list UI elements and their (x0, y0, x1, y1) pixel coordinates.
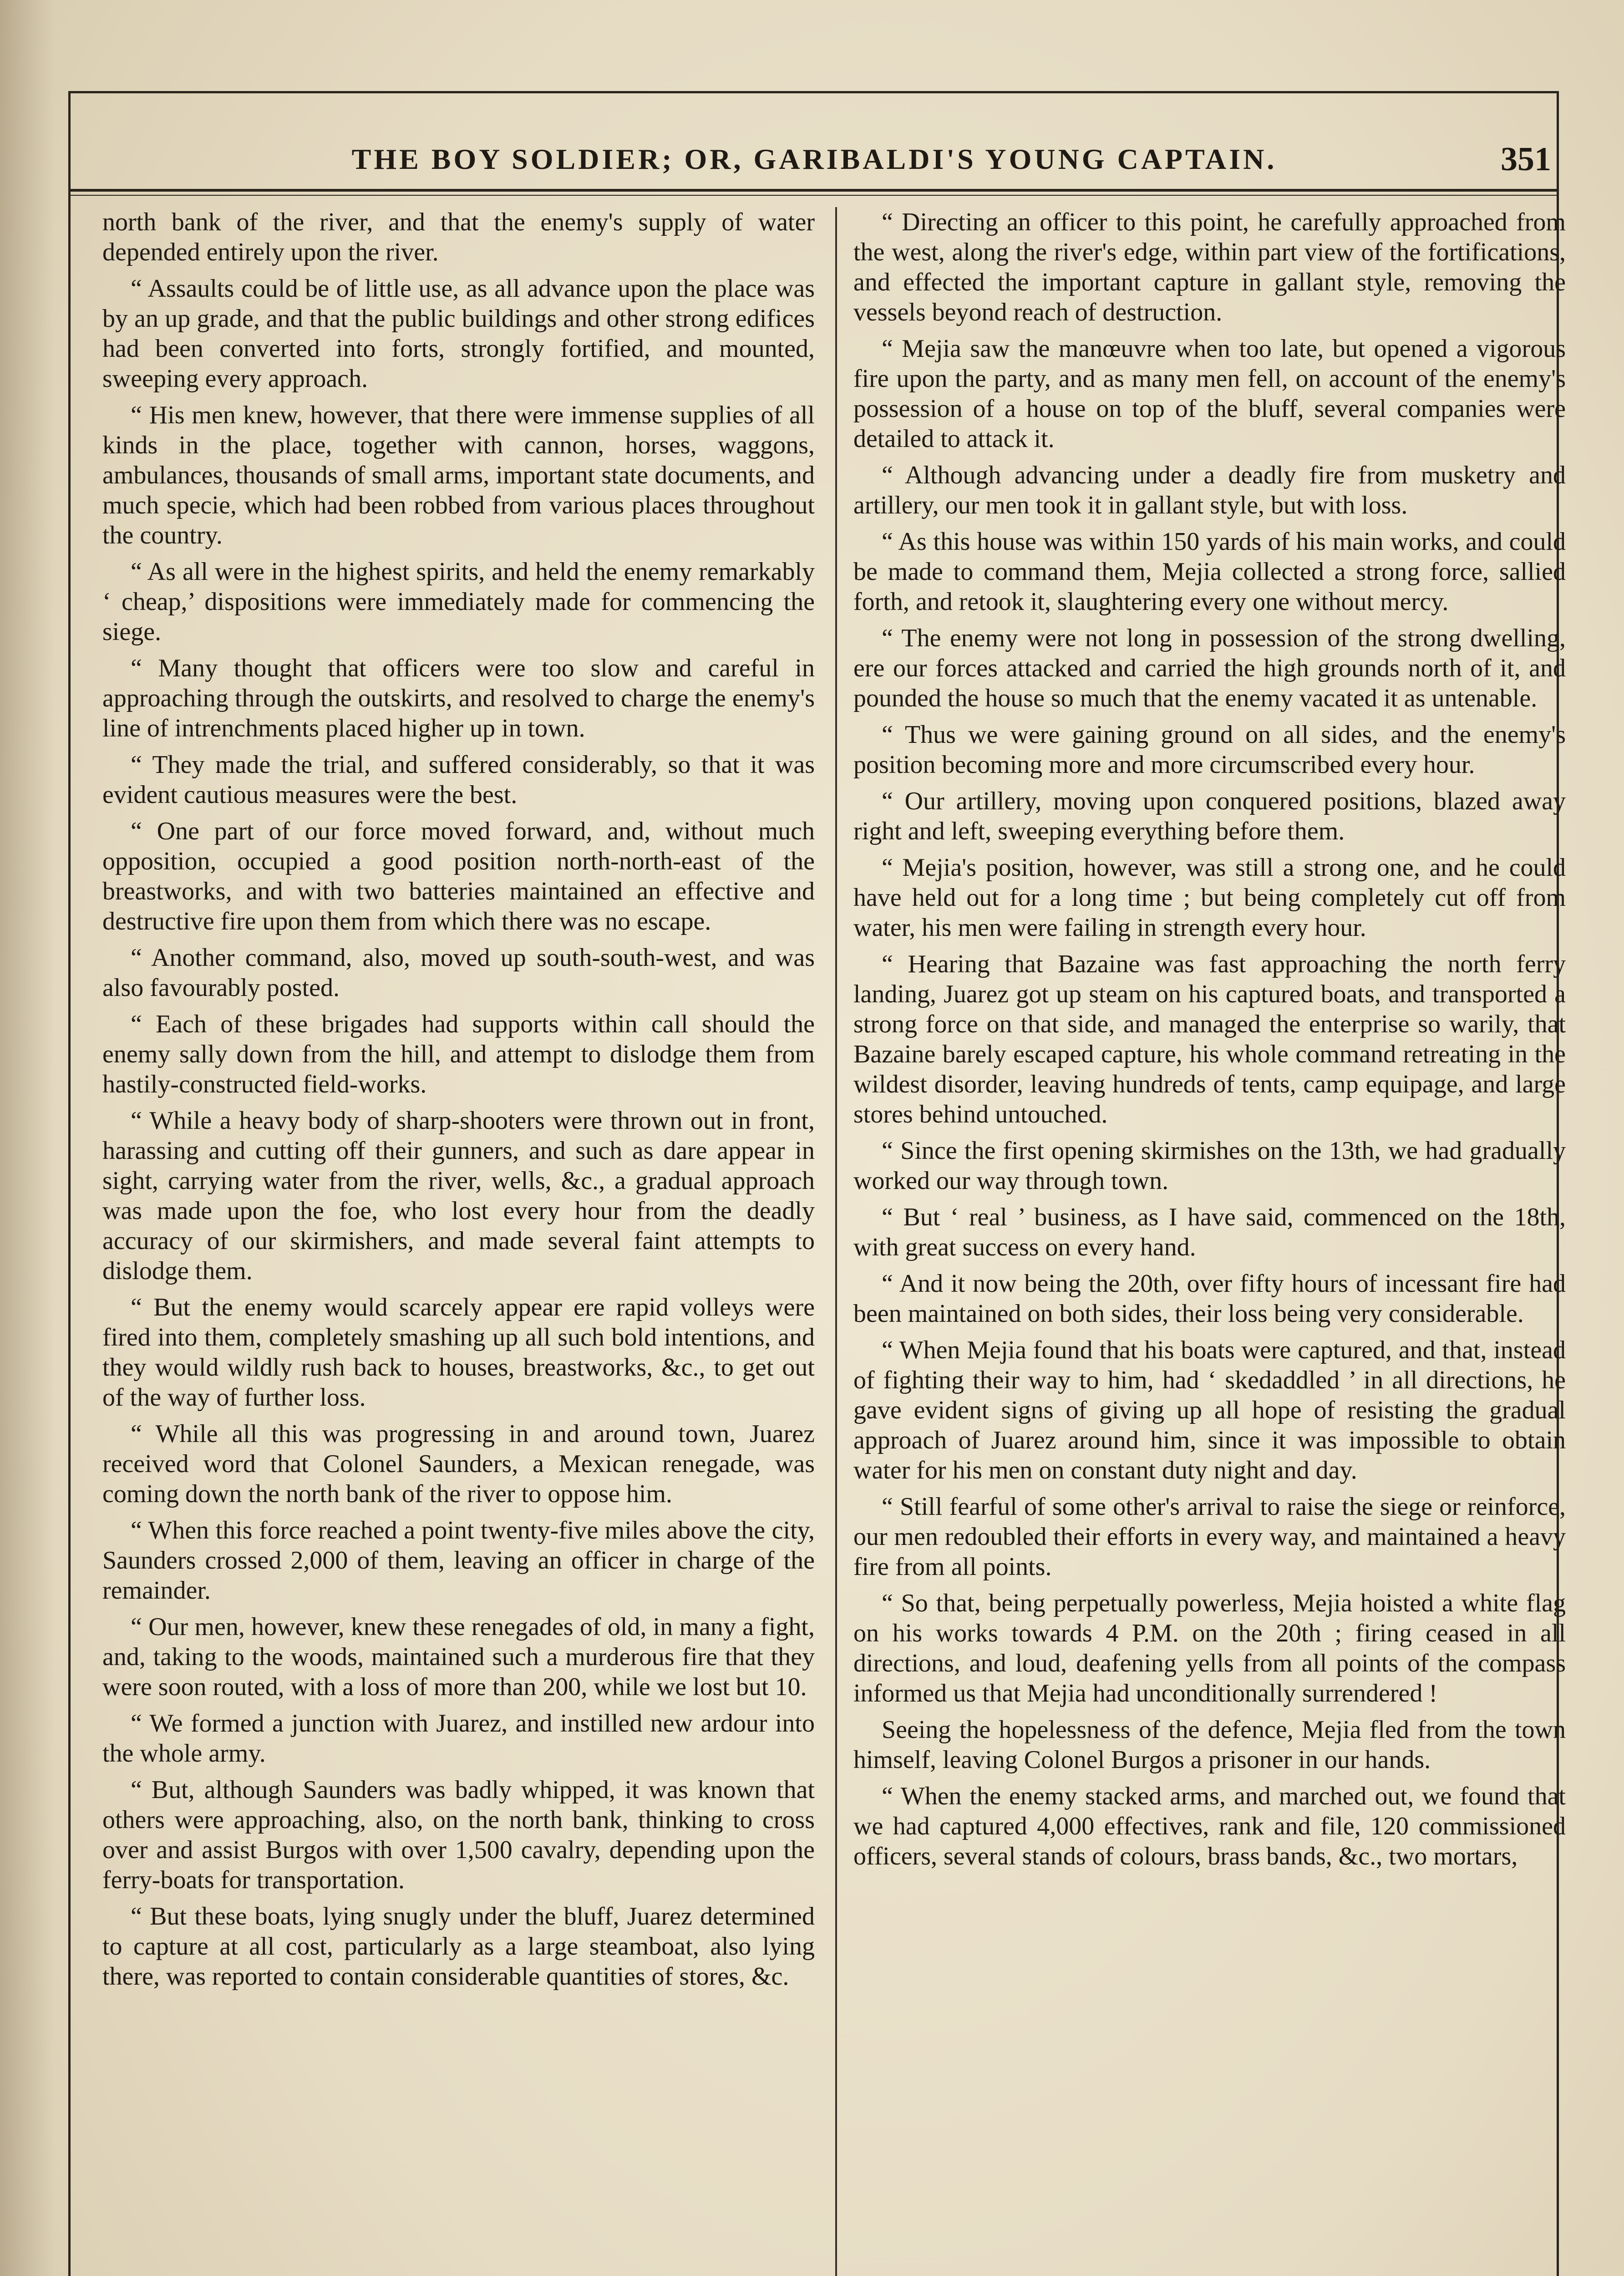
paragraph: “ Each of these brigades had supports within call should the enemy sally down from the hill, and attempt to dislodge them from hastily-constructed field-works. (102, 1010, 815, 1098)
paragraph: “ Since the first opening skirmishes on the 13th, we had gradually worked our way through town. (853, 1137, 1566, 1195)
paragraph: “ While a heavy body of sharp-shooters were thrown out in front, harassing and cutting off their gunners, and such as dare appear in sight, carrying water from the river, wells, &c., a gradual approach was made upon the foe, who lost every hour from the deadly accuracy of our skirmishers, and made several faint attempts to dislodge them. (102, 1107, 815, 1285)
running-head-title: THE BOY SOLDIER; OR, GARIBALDI'S YOUNG CAPTAIN. (351, 143, 1277, 175)
page-number: 351 (1501, 141, 1551, 178)
paragraph: “ Our men, however, knew these renegades of old, in many a fight, and, taking to the woods, maintained such a murderous fire that they were soon routed, with a loss of more than 200, while we lost but 10. (102, 1613, 815, 1701)
paragraph: “ Mejia's position, however, was still a strong one, and he could have held out for a long time ; but being completely cut off from water, his men were failing in strength every hour. (853, 854, 1566, 942)
paragraph: “ The enemy were not long in possession of the strong dwelling, ere our forces attacked and carried the high grounds north of it, and pounded the house so much that the enemy vacated it as untenable. (853, 624, 1566, 712)
top-rule (68, 91, 1559, 93)
paragraph: “ While all this was progressing in and around town, Juarez received word that Colonel Saunders, a Mexican renegade, was coming down the north bank of the river to oppose him. (102, 1420, 815, 1508)
left-border (68, 91, 71, 2276)
paragraph: “ Our artillery, moving upon conquered positions, blazed away right and left, sweeping everything before them. (853, 787, 1566, 845)
paragraph: “ But ‘ real ’ business, as I have said, commenced on the 18th, with great success on every hand. (853, 1203, 1566, 1261)
left-column (102, 207, 815, 2276)
paragraph: “ When Mejia found that his boats were captured, and that, instead of fighting their way to him, had ‘ skedaddled ’ in all directions, he gave evident signs of giving up all hope of resisting the gradual approach of Juarez around him, since it was impossible to obtain water for his men on constant duty night and day. (853, 1336, 1566, 1484)
paragraph: “ As all were in the highest spirits, and held the enemy remarkably ‘ cheap,’ dispositions were immediately made for commencing the siege. (102, 558, 815, 646)
paragraph: Seeing the hopelessness of the defence, Mejia fled from the town himself, leaving Colonel Burgos a prisoner in our hands. (853, 1716, 1566, 1774)
paragraph: “ Another command, also, moved up south-south-west, and was also favourably posted. (102, 944, 815, 1002)
paragraph: “ Thus we were gaining ground on all sides, and the enemy's position becoming more and more circumscribed every hour. (853, 721, 1566, 779)
paragraph: “ But these boats, lying snugly under the bluff, Juarez determined to capture at all cost, particularly as a large steamboat, also lying there, was reported to contain considerable quantities of stores, &c. (102, 1902, 815, 1991)
paragraph: “ So that, being perpetually powerless, Mejia hoisted a white flag on his works towards 4 P.M. on the 20th ; firing ceased in all directions, and loud, deafening yells from all points of the compass informed us that Mejia had unconditionally surrendered ! (853, 1589, 1566, 1707)
paragraph: “ When the enemy stacked arms, and marched out, we found that we had captured 4,000 effectives, rank and file, 120 commissioned officers, several stands of colours, brass bands, &c., two mortars, (853, 1782, 1566, 1870)
right-column (853, 207, 1566, 2276)
paragraph: north bank of the river, and that the enemy's supply of water depended entirely upon the river. (102, 208, 815, 266)
paragraph: “ Assaults could be of little use, as all advance upon the place was by an up grade, and that the public buildings and other strong edifices had been converted into forts, strongly fortified, and mounted, sweeping every approach. (102, 274, 815, 393)
paragraph: “ We formed a junction with Juarez, and instilled new ardour into the whole army. (102, 1709, 815, 1768)
paragraph: “ But the enemy would scarcely appear ere rapid volleys were fired into them, completely smashing up all such bold intentions, and they would wildly rush back to houses, breastworks, &c., to get out of the way of further loss. (102, 1293, 815, 1412)
paragraph: “ Directing an officer to this point, he carefully approached from the west, along the river's edge, within part view of the fortifications, and effected the important capture in gallant style, removing the vessels beyond reach of destruction. (853, 208, 1566, 326)
paragraph: “ One part of our force moved forward, and, without much opposition, occupied a good position north-north-east of the breastworks, and with two batteries maintained an effective and destructive fire upon them from which there was no escape. (102, 817, 815, 935)
paragraph: “ And it now being the 20th, over fifty hours of incessant fire had been maintained on both sides, their loss being very considerable. (853, 1270, 1566, 1328)
header-rule-thin (68, 195, 1559, 196)
paragraph: “ But, although Saunders was badly whipped, it was known that others were approaching, also, on the north bank, thinking to cross over and assist Burgos with over 1,500 cavalry, depending upon the ferry-boats for transportation. (102, 1776, 815, 1894)
paragraph: “ Many thought that officers were too slow and careful in approaching through the outskirts, and resolved to charge the enemy's line of intrenchments placed higher up in town. (102, 654, 815, 742)
column-divider (835, 207, 837, 2276)
paragraph: “ When this force reached a point twenty-five miles above the city, Saunders crossed 2,000 of them, leaving an officer in charge of the remainder. (102, 1516, 815, 1605)
paragraph: “ As this house was within 150 yards of his main works, and could be made to command them, Mejia collected a strong force, sallied forth, and retook it, slaughtering every one without mercy. (853, 528, 1566, 616)
paragraph: “ Still fearful of some other's arrival to raise the siege or reinforce, our men redoubled their efforts in every way, and maintained a heavy fire from all points. (853, 1493, 1566, 1581)
header-rule (68, 189, 1559, 192)
paragraph: “ They made the trial, and suffered considerably, so that it was evident cautious measures were the best. (102, 751, 815, 809)
paragraph: “ Mejia saw the manœuvre when too late, but opened a vigorous fire upon the party, and as many men fell, on account of the enemy's possession of a house on top of the bluff, several companies were detailed to attack it. (853, 335, 1566, 453)
paragraph: “ Hearing that Bazaine was fast approaching the north ferry landing, Juarez got up steam on his captured boats, and transported a strong force on that side, and managed the enterprise so warily, that Bazaine barely escaped capture, his whole command retreating in the wildest disorder, leaving hundreds of tents, camp equipage, and large stores behind untouched. (853, 950, 1566, 1128)
binding-shadow (0, 0, 55, 2276)
paragraph: “ Although advancing under a deadly fire from musketry and artillery, our men took it in gallant style, but with loss. (853, 461, 1566, 519)
paragraph: “ His men knew, however, that there were immense supplies of all kinds in the place, together with cannon, horses, waggons, ambulances, thousands of small arms, important state documents, and much specie, which had been robbed from various places throughout the country. (102, 401, 815, 549)
